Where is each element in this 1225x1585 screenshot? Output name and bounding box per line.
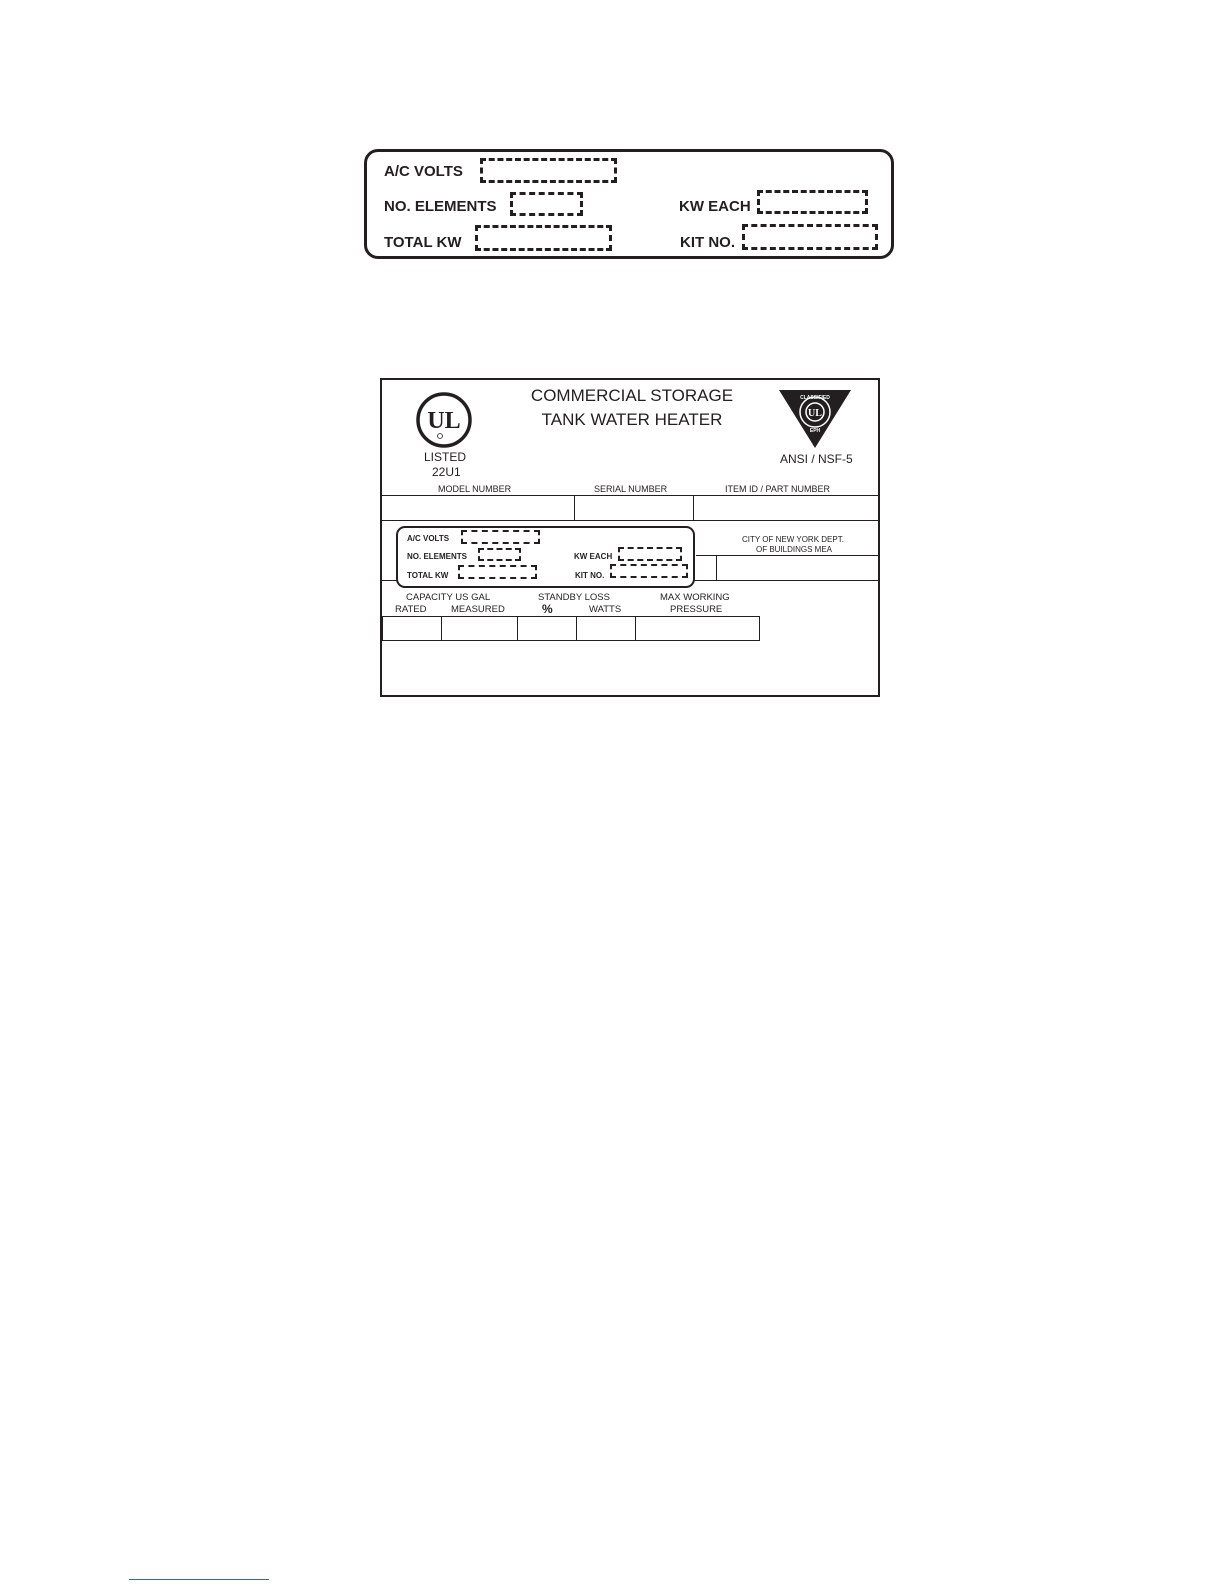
nyc-dept-line2: OF BUILDINGS MEA: [756, 545, 833, 554]
no-elements-label: NO. ELEMENTS: [384, 198, 497, 215]
element-kit-label: [364, 149, 894, 259]
ac-volts-field: [480, 158, 617, 183]
plate-title-line2: TANK WATER HEATER: [541, 410, 723, 429]
mini-kit-label: [396, 526, 695, 588]
rated-header: RATED: [395, 604, 427, 615]
total-kw-field: [475, 225, 612, 251]
measured-capacity-cell: [441, 616, 518, 641]
ul-listed-logo: [414, 390, 474, 450]
footer-rule: [129, 1579, 269, 1580]
mini-kw-each-field: [618, 547, 682, 561]
mini-ac-volts-field: [461, 530, 540, 544]
max-pressure-cell: [635, 616, 760, 641]
standby-percent-cell: [517, 616, 577, 641]
standby-watts-cell: [576, 616, 636, 641]
mini-total-kw-field: [458, 565, 537, 579]
kit-no-label: KIT NO.: [680, 234, 735, 251]
mini-no-elements-field: [478, 548, 521, 561]
standby-percent-header: %: [542, 602, 553, 616]
rated-capacity-cell: [382, 616, 442, 641]
capacity-header: CAPACITY US GAL: [406, 592, 491, 603]
model-number-header: MODEL NUMBER: [438, 484, 512, 494]
classified-mark-sub: EPH: [809, 428, 821, 434]
plate-title-line1: COMMERCIAL STORAGE: [530, 386, 734, 405]
ac-volts-label: A/C VOLTS: [384, 163, 463, 180]
listed-label: LISTED: [424, 450, 467, 464]
ansi-label: ANSI / NSF-5: [780, 452, 853, 466]
mini-kit-no-label: KIT NO.: [575, 571, 605, 580]
serial-number-header: SERIAL NUMBER: [594, 484, 668, 494]
no-elements-field: [510, 192, 583, 216]
kit-no-field: [742, 224, 878, 250]
standby-loss-header: STANDBY LOSS: [538, 592, 610, 603]
classified-mark-text: CLASSIFIED: [800, 395, 830, 401]
total-kw-label: TOTAL KW: [384, 234, 462, 251]
kw-each-field: [757, 190, 868, 214]
ul-classified-mark: [777, 388, 853, 450]
rating-plate: [380, 378, 880, 697]
kw-each-label: KW EACH: [679, 198, 751, 215]
mini-total-kw-label: TOTAL KW: [407, 571, 449, 580]
ul-logo-text: UL: [427, 408, 461, 434]
mini-kw-each-label: KW EACH: [574, 552, 613, 561]
pressure-header: PRESSURE: [670, 604, 723, 615]
item-id-header: ITEM ID / PART NUMBER: [725, 484, 831, 494]
classified-ul-text: UL: [808, 408, 822, 419]
standby-watts-header: WATTS: [589, 604, 622, 615]
mini-kit-no-field: [610, 564, 688, 578]
mini-ac-volts-label: A/C VOLTS: [407, 534, 450, 543]
mini-no-elements-label: NO. ELEMENTS: [407, 552, 468, 561]
measured-header: MEASURED: [451, 604, 505, 615]
nyc-dept-line1: CITY OF NEW YORK DEPT.: [742, 535, 844, 544]
max-working-header: MAX WORKING: [660, 592, 730, 603]
listing-code: 22U1: [432, 465, 461, 479]
